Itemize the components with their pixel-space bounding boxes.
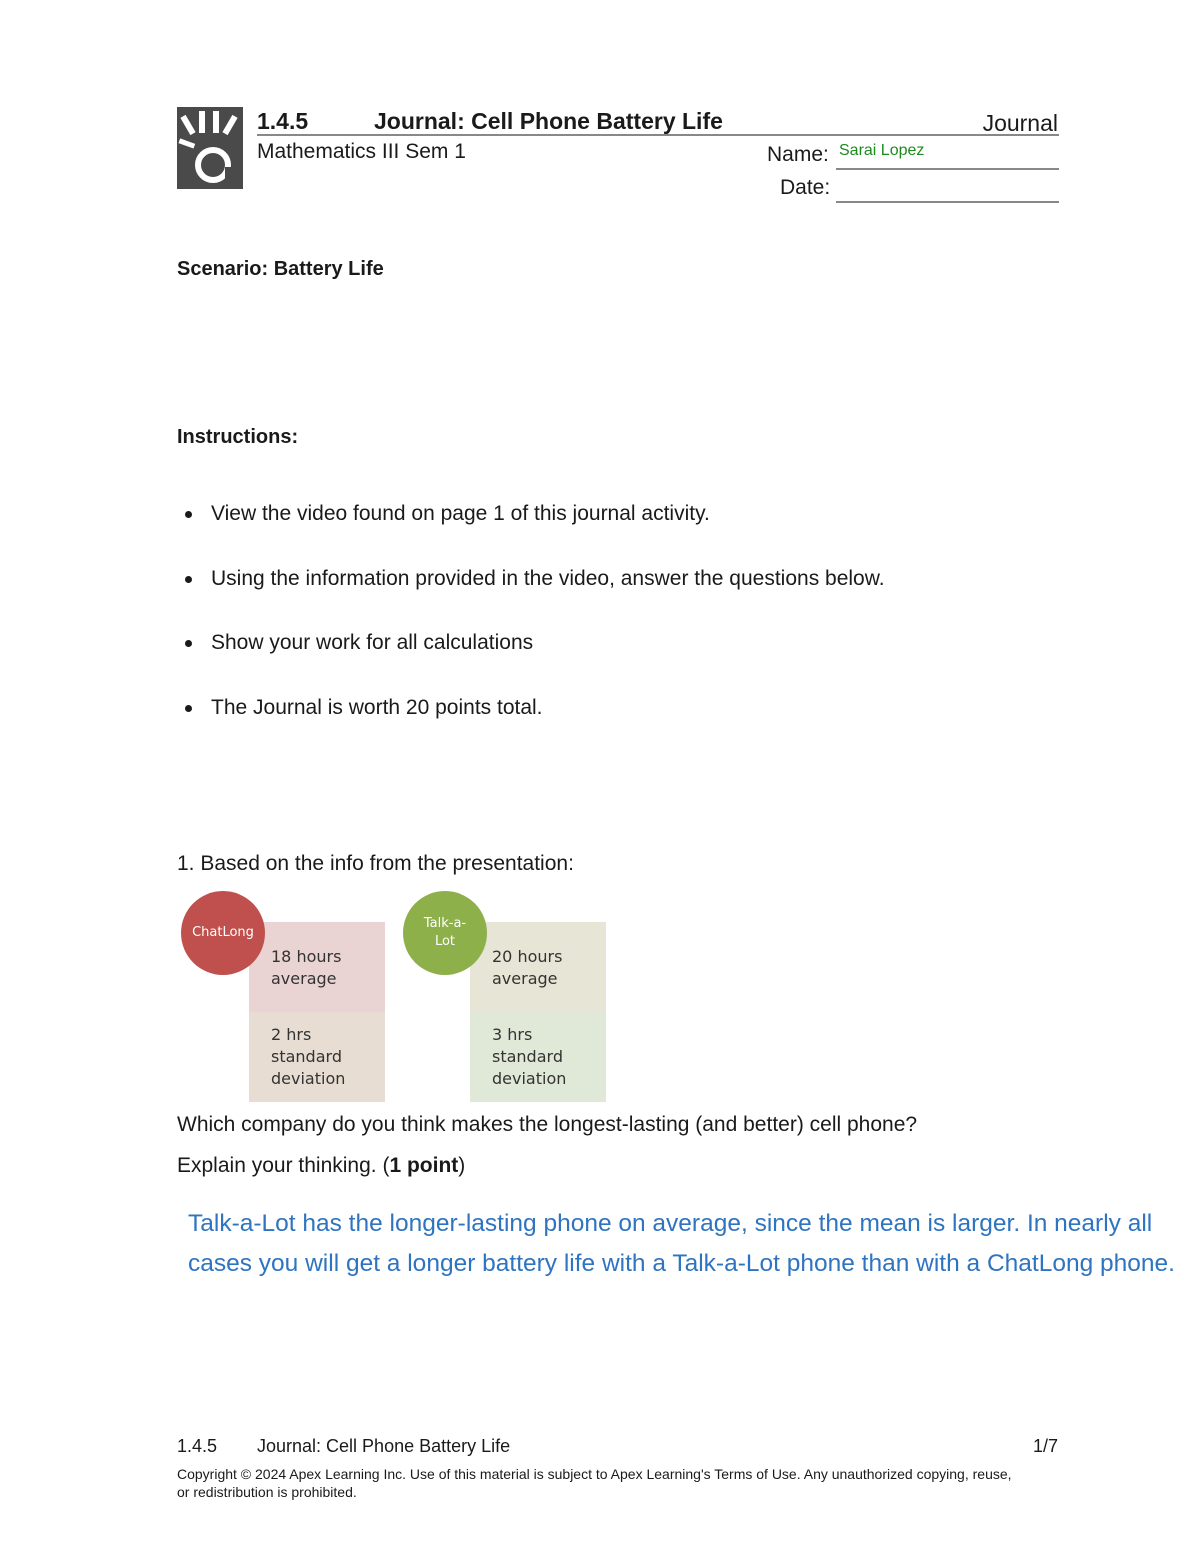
question-1-prompt: 1. Based on the info from the presentation: <box>177 852 574 875</box>
copyright-notice: Copyright © 2024 Apex Learning Inc. Use of this material is subject to Apex Learning's Terms of Use. Any unauthorized copying, reuse, or redistribution is prohibited. <box>177 1466 1012 1500</box>
document-type: Journal <box>982 110 1058 136</box>
course-name: Mathematics III Sem 1 <box>257 140 466 163</box>
instructions-list <box>177 500 885 758</box>
title-rule <box>257 134 1059 136</box>
footer-lesson-title: Journal: Cell Phone Battery Life <box>257 1436 511 1456</box>
list-item: Using the information provided in the video, answer the questions below. <box>177 565 885 630</box>
question-1-text: Which company do you think makes the longest-lasting (and better) cell phone? <box>177 1113 918 1136</box>
chatlong-sd: 2 hrs standard deviation <box>271 1025 346 1088</box>
name-field[interactable]: Sarai Lopez <box>839 142 925 159</box>
date-label: Date: <box>780 176 831 199</box>
list-item: The Journal is worth 20 points total. <box>177 694 885 759</box>
lesson-number: 1.4.5 <box>257 108 309 134</box>
list-item: Show your work for all calculations <box>177 629 885 694</box>
chatlong-card <box>249 922 385 1102</box>
apex-logo-icon <box>177 107 243 189</box>
page-number: 1/7 <box>1032 1436 1058 1456</box>
talkalot-badge: Talk-a-Lot <box>403 891 487 975</box>
talkalot-mean: 20 hours average <box>492 947 563 988</box>
answer-text[interactable]: Talk-a-Lot has the longer-lasting phone on average, since the mean is larger. In nearly all cases you will get a longer battery life with a Talk-a-Lot phone than with a ChatLong phone. <box>188 1210 1175 1277</box>
chatlong-badge: ChatLong <box>181 891 265 975</box>
points-value: 1 point <box>389 1154 459 1177</box>
instructions-heading: Instructions: <box>177 426 299 448</box>
talkalot-sd: 3 hrs standard deviation <box>492 1025 567 1088</box>
name-label: Name: <box>767 143 829 166</box>
name-rule <box>836 168 1059 170</box>
scenario-heading: Scenario: Battery Life <box>177 258 384 280</box>
list-item: View the video found on page 1 of this journal activity. <box>177 500 885 565</box>
date-rule <box>836 201 1059 203</box>
lesson-title: Journal: Cell Phone Battery Life <box>374 108 723 134</box>
talkalot-card <box>470 922 606 1102</box>
footer-lesson-number: 1.4.5 <box>177 1436 218 1456</box>
chatlong-mean: 18 hours average <box>271 947 342 988</box>
question-1-explain: Explain your thinking. (1 point) <box>177 1154 466 1177</box>
